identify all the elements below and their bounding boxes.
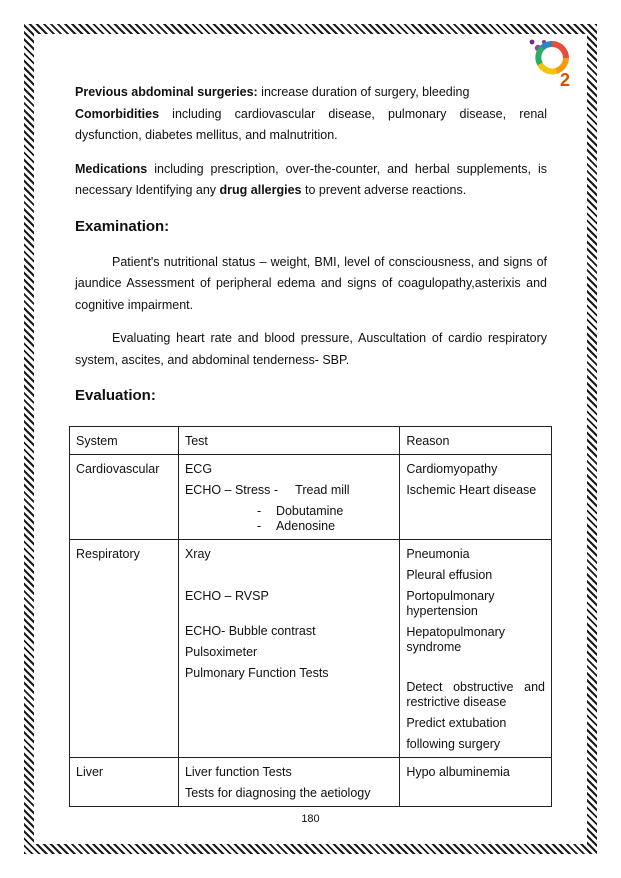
- table-row: [70, 758, 552, 807]
- examination-paragraph-1: Patient's nutritional status – weight, BMI, level of consciousness, and signs of jaundice Assessment of peripheral edema and signs of coagulopathy,asterixis and cognitive impairment.: [75, 254, 547, 312]
- cell-tests: [178, 540, 399, 758]
- test-subitem: - Adenosine: [256, 519, 336, 533]
- evaluation-table: [69, 426, 552, 807]
- test-item: Tests for diagnosing the aetiology: [184, 786, 371, 800]
- header-reason: Reason: [400, 427, 552, 455]
- examination-paragraph-2: Evaluating heart rate and blood pressure, Auscultation of cardio respiratory system, ascites, and abdominal tenderness- SBP.: [75, 331, 547, 367]
- page-content: [75, 82, 547, 407]
- header-test: Test: [178, 427, 399, 455]
- test-item: Xray: [184, 547, 211, 561]
- cell-tests: [178, 455, 399, 540]
- evaluation-heading: Evaluation:: [75, 387, 156, 404]
- cell-reasons: [400, 758, 552, 807]
- reason-item: Detect obstructive and restrictive disease: [406, 680, 545, 709]
- test-item: Liver function Tests: [184, 765, 292, 779]
- medications-paragraph: Medications including prescription, over-the-counter, and herbal supplements, is necessary Identifying any drug allergies to prevent adverse reactions.: [75, 161, 547, 197]
- test-item: Pulsoximeter: [184, 645, 258, 659]
- page-number: 180: [301, 813, 320, 825]
- cell-system: Respiratory: [70, 540, 179, 758]
- cell-system: Cardiovascular: [70, 455, 179, 540]
- svg-text:2: 2: [560, 70, 571, 88]
- test-item: Pulmonary Function Tests: [184, 666, 329, 680]
- reason-item: Ischemic Heart disease: [406, 483, 537, 497]
- test-item: ECHO – Stress - Tread mill: [184, 483, 350, 497]
- table-header-row: [70, 427, 552, 455]
- examination-heading: Examination:: [75, 217, 170, 235]
- reason-item: Hepatopulmonary syndrome: [406, 625, 505, 654]
- evaluation-table-wrapper: [69, 426, 552, 807]
- reason-item: Hypo albuminemia: [406, 765, 510, 779]
- cell-system: Liver: [70, 758, 179, 807]
- cell-tests: [178, 758, 399, 807]
- cell-reasons: [400, 540, 552, 758]
- reason-item: Pleural effusion: [406, 568, 493, 582]
- o2-logo-icon: [524, 36, 576, 88]
- reason-item: Cardiomyopathy: [406, 462, 498, 476]
- test-subitem: - Dobutamine: [256, 504, 344, 518]
- test-item: ECG: [184, 462, 213, 476]
- reason-item: Predict extubation: [406, 716, 507, 730]
- cell-reasons: [400, 455, 552, 540]
- reason-item: Portopulmonary hypertension: [406, 589, 495, 618]
- reason-item: following surgery: [406, 737, 501, 751]
- prev-surgeries-paragraph: Previous abdominal surgeries: increase duration of surgery, bleeding: [75, 85, 470, 99]
- test-item: ECHO – RVSP: [184, 589, 269, 603]
- table-row: [70, 540, 552, 758]
- header-system: System: [70, 427, 179, 455]
- reason-item: Pneumonia: [406, 547, 470, 561]
- table-row: [70, 455, 552, 540]
- test-item: ECHO- Bubble contrast: [184, 624, 316, 638]
- comorbidities-paragraph: Comorbidities including cardiovascular disease, pulmonary disease, renal dysfunction, diabetes mellitus, and malnutrition.: [75, 106, 547, 142]
